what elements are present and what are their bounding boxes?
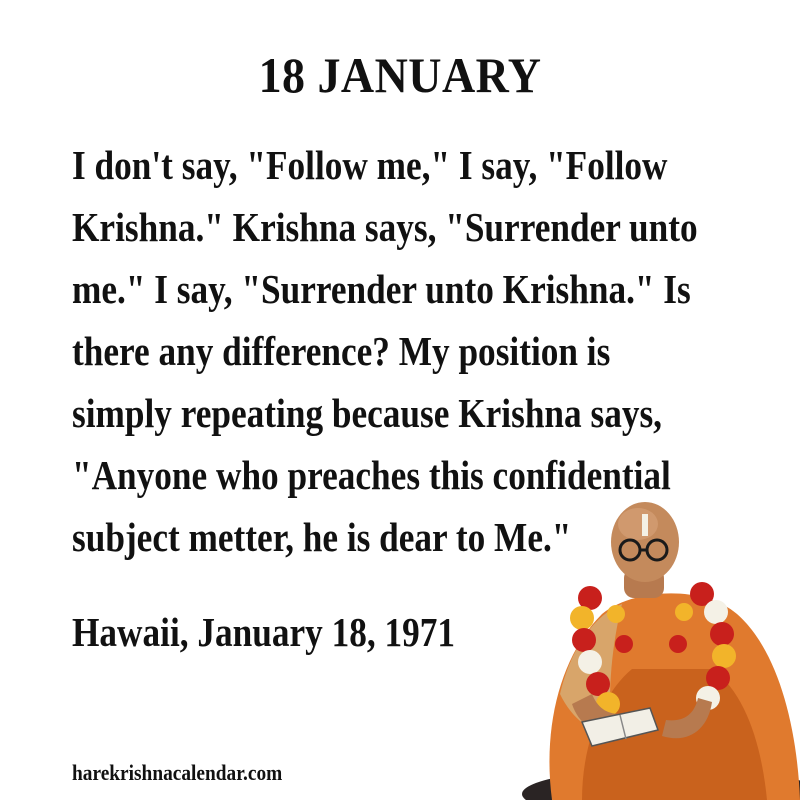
quote-line: I don't say, "Follow me," I say, "Follow [72, 142, 668, 188]
website-link[interactable]: harekrishnacalendar.com [72, 760, 283, 785]
quote-location-date: Hawaii, January 18, 1971 [72, 609, 455, 655]
date-heading: 18 JANUARY [258, 47, 542, 103]
quote-line: simply repeating because Krishna says, [72, 390, 663, 436]
quote-line: "Anyone who preaches this confidential [72, 452, 671, 498]
quote-line: subject metter, he is dear to Me." [72, 514, 572, 560]
quote-line: Krishna." Krishna says, "Surrender unto [72, 204, 698, 250]
seated-monk-illustration [512, 494, 800, 800]
quote-line: me." I say, "Surrender unto Krishna." Is [72, 266, 691, 312]
portrait-image [512, 494, 800, 800]
quote-line: there any difference? My position is [72, 328, 611, 374]
